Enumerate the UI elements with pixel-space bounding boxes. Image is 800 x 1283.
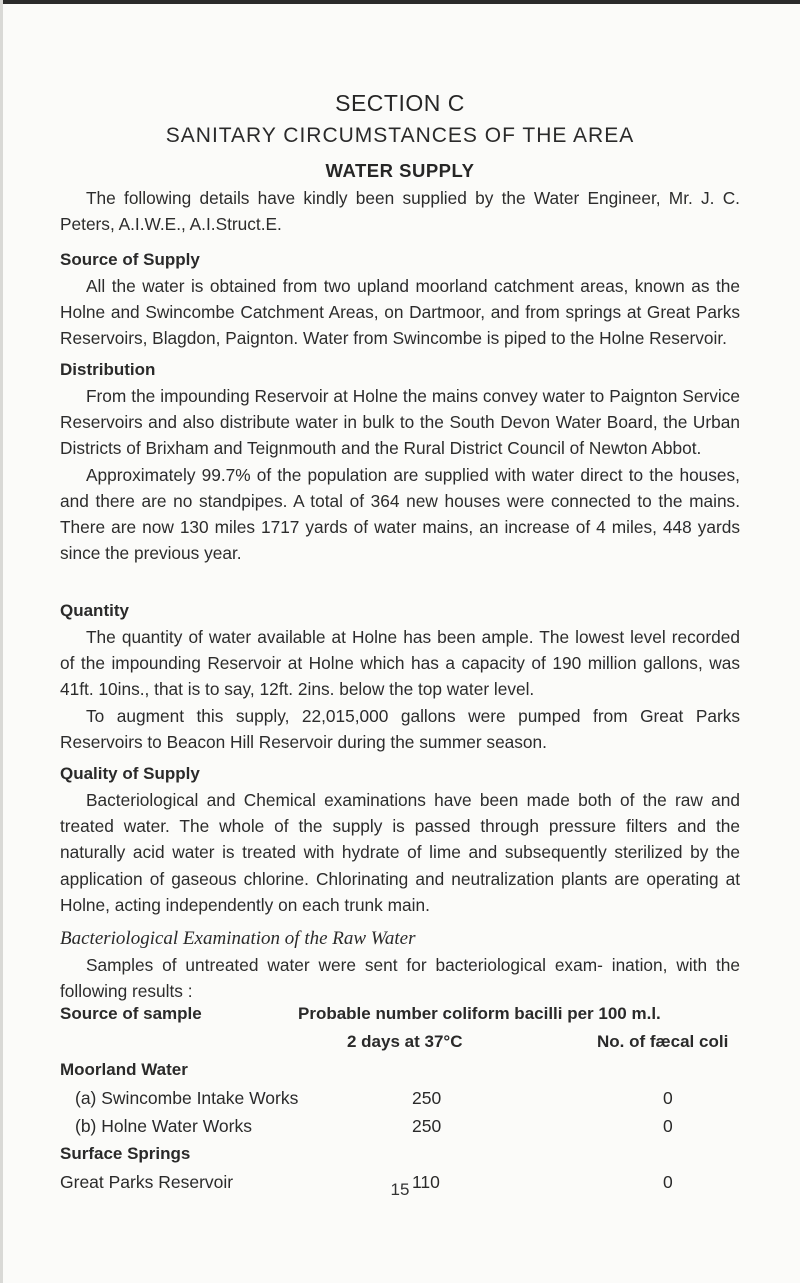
table-group-row: [60, 1144, 760, 1172]
row-faecal: 0: [663, 1088, 673, 1108]
table-header-row: [60, 1004, 760, 1032]
intro-block: [60, 185, 740, 237]
table-row: [60, 1116, 760, 1144]
header-source: Source of sample: [60, 1004, 202, 1023]
header-days: 2 days at 37°C: [347, 1032, 463, 1051]
distribution-paragraph-2: Approximately 99.7% of the population are supplied with water direct to the houses, and there are no standpipes. A total of 364 new houses were connected to the mains. There are now 130 miles 1717 yards of water mains, an increase of 4 miles, 448 yards since the previous year.: [60, 464, 740, 564]
group-surface-springs: Surface Springs: [60, 1144, 191, 1163]
raw-water-heading: Bacteriological Examination of the Raw Water: [60, 928, 416, 949]
water-supply-heading: WATER SUPPLY: [325, 160, 475, 181]
quantity-heading: Quantity: [60, 601, 129, 620]
quality-heading: Quality of Supply: [60, 764, 200, 783]
section-title: SECTION C: [335, 90, 465, 116]
quality-section: [60, 761, 740, 918]
source-of-supply-section: [60, 247, 740, 352]
row-coliform: 250: [412, 1116, 442, 1136]
row-coliform: 250: [412, 1088, 442, 1108]
table-group-row: [60, 1060, 760, 1088]
section-subtitle: SANITARY CIRCUMSTANCES OF THE AREA: [165, 124, 635, 147]
raw-water-section: [60, 926, 740, 1004]
distribution-heading: Distribution: [60, 360, 156, 379]
source-of-supply-heading: Source of Supply: [60, 250, 200, 269]
page-margin-shadow: [0, 0, 3, 1283]
quantity-paragraph-1: The quantity of water available at Holne has been ample. The lowest level recorded of the impounding Reservoir at Holne which has a capacity of 190 million gallons, was 41ft. 10ins., that is to say, 12ft. 2ins. below the top water level.: [60, 627, 740, 700]
page-number: 15: [390, 1180, 410, 1199]
header-probable: Probable number coliform bacilli per 100 m.l.: [298, 1004, 661, 1023]
quantity-section: [60, 598, 740, 755]
row-label: (a) Swincombe Intake Works: [75, 1088, 299, 1108]
row-coliform: 110: [412, 1172, 440, 1192]
page-edge: [0, 0, 800, 4]
row-faecal: 0: [663, 1116, 673, 1136]
row-label: (b) Holne Water Works: [75, 1116, 252, 1136]
header-faecal: No. of fæcal coli: [597, 1032, 729, 1051]
distribution-section: [60, 357, 740, 566]
source-of-supply-paragraph: All the water is obtained from two upland moorland catchment areas, known as the Holne and Swincombe Catchment Areas, on Dartmoor, and from springs at Great Parks Reservoirs, Blagdon, Paignton. Water from Swincombe is piped to the Holne Reservoir.: [60, 276, 740, 349]
raw-water-paragraph: Samples of untreated water were sent for bacteriological exam- ination, with the following results :: [60, 955, 740, 1002]
table-subheader-row: [60, 1032, 760, 1060]
table-row: [60, 1088, 760, 1116]
quality-paragraph: Bacteriological and Chemical examinations have been made both of the raw and treated water. The whole of the supply is passed through pressure filters and the naturally acid water is treated with hydrate of lime and subsequently sterilized by the application of gaseous chlorine. Chlorinating and neutralization plants are operating at Holne, acting independently on each trunk main.: [60, 790, 740, 915]
row-label: Great Parks Reservoir: [60, 1172, 234, 1192]
row-faecal: 0: [663, 1172, 673, 1192]
intro-paragraph: The following details have kindly been supplied by the Water Engineer, Mr. J. C. Peters, A.I.W.E., A.I.Struct.E.: [60, 188, 740, 235]
group-moorland: Moorland Water: [60, 1060, 188, 1079]
distribution-paragraph-1: From the impounding Reservoir at Holne the mains convey water to Paignton Service Reservoirs and also distribute water in bulk to the South Devon Water Board, the Urban Districts of Brixham and Teignmouth and the Rural District Council of Newton Abbot.: [60, 386, 740, 459]
results-table: [60, 1004, 760, 1200]
quantity-paragraph-2: To augment this supply, 22,015,000 gallons were pumped from Great Parks Reservoirs to Beacon Hill Reservoir during the summer season.: [60, 705, 740, 752]
